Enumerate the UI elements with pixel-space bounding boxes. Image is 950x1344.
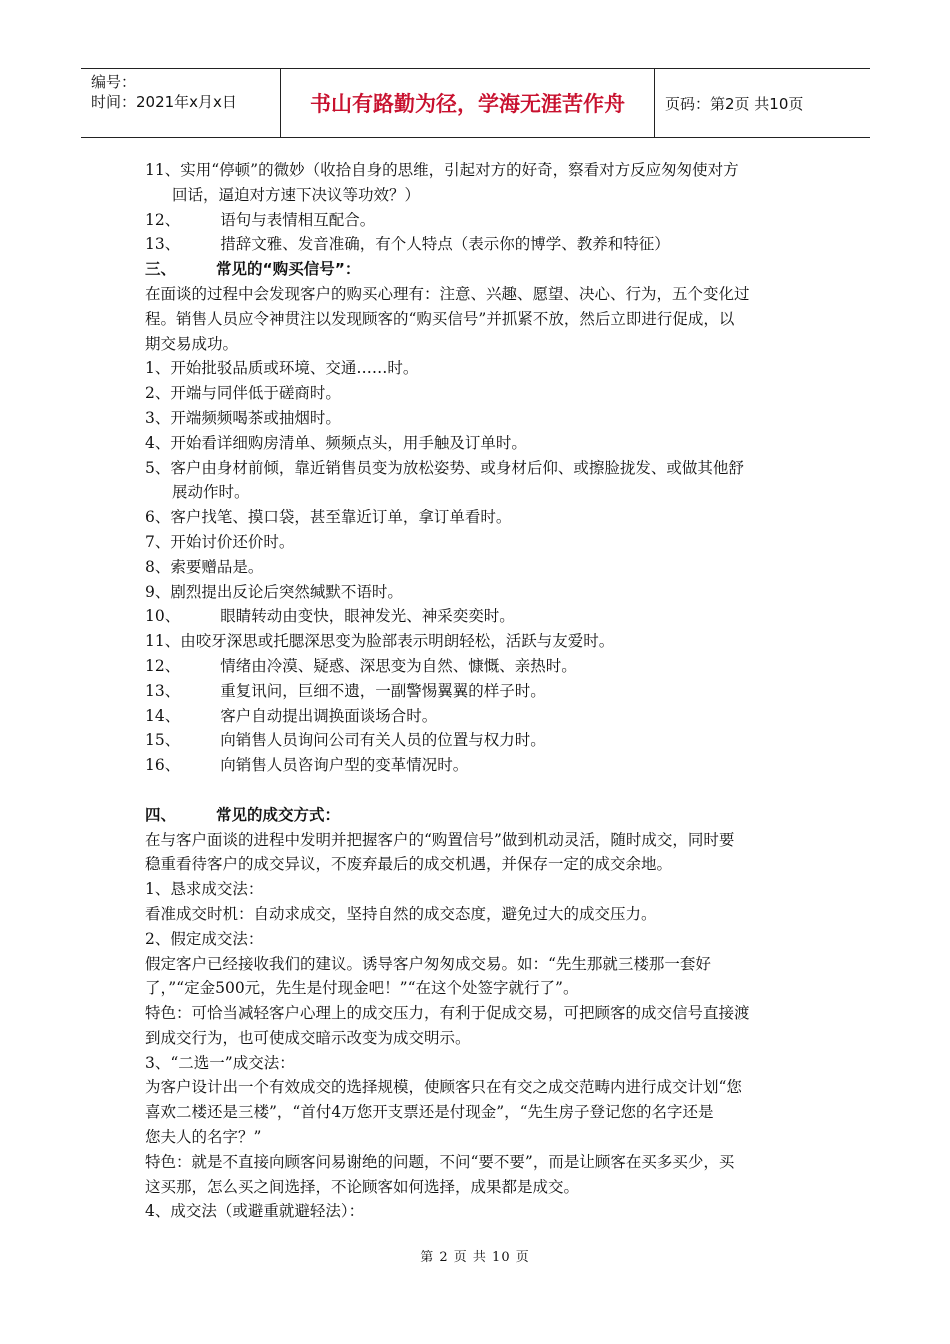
text-line (145, 183, 810, 208)
text-line (145, 356, 810, 381)
text-line (145, 456, 810, 481)
item-number: 10、 (145, 607, 181, 626)
line-text: 5、客户由身材前倾，靠近销售员变为放松姿势、或身材后仰、或擦脸拢发、或做其他舒 (145, 458, 744, 477)
line-text: 为客户设计出一个有效成交的选择规模，使顾客只在有交之成交范畴内进行成交计划“您 (145, 1078, 742, 1097)
line-text: 9、剧烈提出反论后突然缄默不语时。 (145, 582, 403, 601)
item-number: 12、 (145, 210, 181, 229)
text-line (145, 431, 810, 456)
time-label: 时间：2021年x月x日 (91, 93, 237, 111)
line-text: 4、开始看详细购房清单、频频点头，用手触及订单时。 (145, 433, 527, 452)
text-line (145, 852, 810, 877)
line-text: 这买那，怎么买之间选择，不论顾客如何选择，成果都是成交。 (145, 1177, 580, 1196)
text-line (145, 604, 810, 629)
line-text: 情绪由冷漠、疑惑、深思变为自然、慷慨、亲热时。 (220, 656, 577, 675)
page-footer: 第 2 页 共 10 页 (420, 1250, 530, 1265)
text-line (145, 679, 810, 704)
line-text: 2、假定成交法： (145, 929, 264, 948)
line-text: 在与客户面谈的进程中发明并把握客户的“购置信号”做到机动灵活，随时成交，同时要 (145, 830, 735, 849)
line-text: 了，”“定金500元，先生是付现金吧！”“在这个处签字就行了”。 (145, 979, 579, 998)
line-text: 喜欢二楼还是三楼”，“首付4万您开支票还是付现金”，“先生房子登记您的名字还是 (145, 1103, 714, 1122)
item-number: 14、 (145, 706, 181, 725)
header-page-info: 页码：第2页 共10页 (665, 94, 804, 113)
item-number: 四、 (145, 805, 177, 824)
item-number: 15、 (145, 731, 181, 750)
text-line (145, 530, 810, 555)
text-line (145, 1075, 810, 1100)
text-line (145, 976, 810, 1001)
line-text: 在面谈的过程中会发现客户的购买心理有：注意、兴趣、愿望、决心、行为，五个变化过 (145, 284, 750, 303)
item-number: 12、 (145, 656, 181, 675)
body-text (145, 158, 810, 1224)
line-text: 11、由咬牙深思或托腮深思变为脸部表示明朗轻松，活跃与友爱时。 (145, 632, 615, 651)
line-text: 8、索要赠品是。 (145, 557, 264, 576)
line-text: 期交易成功。 (145, 334, 239, 353)
text-line (145, 480, 810, 505)
text-line (145, 282, 810, 307)
text-line (145, 927, 810, 952)
text-line (145, 1125, 810, 1150)
line-text: 3、开端频频喝茶或抽烟时。 (145, 408, 341, 427)
text-line (145, 1175, 810, 1200)
line-text: 您夫人的名字？” (145, 1128, 262, 1147)
item-number: 13、 (145, 681, 181, 700)
header-motto: 书山有路勤为径，学海无涯苦作舟 (310, 92, 625, 116)
text-line (145, 1001, 810, 1026)
line-text: 特色：就是不直接向顾客问易谢绝的问题，不问“要不要”，而是让顾客在买多买少，买 (145, 1152, 735, 1171)
line-text: 假定客户已经接收我们的建议。诱导客户匆匆成交易。如：“先生那就三楼那一套好 (145, 954, 711, 973)
line-text: 展动作时。 (172, 483, 250, 502)
line-text: 常见的成交方式： (216, 805, 341, 824)
text-line (145, 704, 810, 729)
line-text: 程。销售人员应令神贯注以发现顾客的“购买信号”并抓紧不放，然后立即进行促成，以 (145, 309, 735, 328)
header-meta (91, 72, 276, 112)
item-number: 三、 (145, 260, 177, 279)
line-text: 4、成交法（或避重就避轻法）： (145, 1202, 365, 1221)
line-text: 常见的“购买信号”： (216, 260, 361, 279)
line-text: 特色：可恰当减轻客户心理上的成交压力，有利于促成交易，可把顾客的成交信号直接渡 (145, 1004, 750, 1023)
text-line (145, 1051, 810, 1076)
text-line (145, 332, 810, 357)
line-text: 7、开始讨价还价时。 (145, 532, 295, 551)
line-text: 回话，逼迫对方速下决议等功效？） (172, 185, 421, 204)
line-text: 3、“二选一”成交法： (145, 1053, 295, 1072)
text-line (145, 1199, 810, 1224)
text-line (145, 381, 810, 406)
item-number: 16、 (145, 756, 181, 775)
line-text: 重复讯问，巨细不遗，一副警惕翼翼的样子时。 (220, 681, 546, 700)
text-line (145, 753, 810, 778)
text-line (145, 952, 810, 977)
text-line (145, 208, 810, 233)
line-text: 向销售人员咨询户型的变革情况时。 (220, 756, 469, 775)
text-line (145, 629, 810, 654)
text-line (145, 654, 810, 679)
text-line (145, 728, 810, 753)
line-text: 2、开端与同伴低于磋商时。 (145, 384, 341, 403)
header-table (81, 68, 870, 138)
text-line (145, 1026, 810, 1051)
line-text: 向销售人员询问公司有关人员的位置与权力时。 (220, 731, 546, 750)
line-text: 1、开始批驳品质或环境、交通……时。 (145, 359, 419, 378)
line-text: 看准成交时机：自动求成交，坚持自然的成交态度，避免过大的成交压力。 (145, 904, 657, 923)
text-line (145, 406, 810, 431)
text-line (145, 580, 810, 605)
item-number: 13、 (145, 235, 181, 254)
line-text: 到成交行为，也可使成交暗示改变为成交明示。 (145, 1028, 471, 1047)
text-line (145, 505, 810, 530)
text-line (145, 232, 810, 257)
line-text: 眼睛转动由变快，眼神发光、神采奕奕时。 (220, 607, 515, 626)
text-line (145, 158, 810, 183)
header-divider (654, 69, 655, 137)
text-line (145, 1150, 810, 1175)
blank-line (145, 778, 810, 803)
text-line (145, 1100, 810, 1125)
line-text: 客户自动提出调换面谈场合时。 (220, 706, 438, 725)
text-line (145, 877, 810, 902)
text-line (145, 828, 810, 853)
number-label: 编号： (91, 73, 137, 91)
text-line (145, 555, 810, 580)
line-text: 1、恳求成交法： (145, 880, 264, 899)
text-line (145, 902, 810, 927)
text-line (145, 307, 810, 332)
line-text: 措辞文雅、发音准确，有个人特点（表示你的博学、教养和特征） (220, 235, 670, 254)
section-heading (145, 257, 810, 282)
line-text: 11、实用“停顿”的微妙（收拾自身的思维，引起对方的好奇，察看对方反应匆匆使对方 (145, 161, 739, 179)
section-heading (145, 803, 810, 828)
line-text: 6、客户找笔、摸口袋，甚至靠近订单，拿订单看时。 (145, 508, 512, 527)
line-text: 语句与表情相互配合。 (220, 210, 376, 229)
line-text: 稳重看待客户的成交异议，不废弃最后的成交机遇，并保存一定的成交余地。 (145, 855, 673, 874)
